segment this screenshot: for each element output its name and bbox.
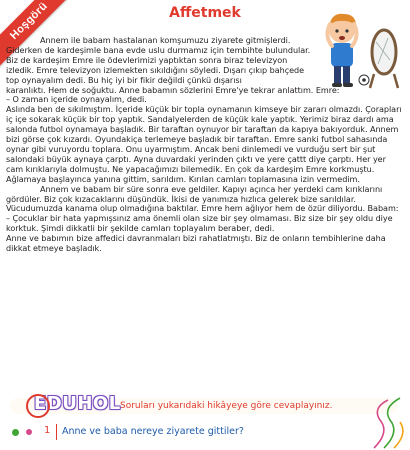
eduhol-logo [34, 392, 124, 414]
questions-section [0, 392, 410, 450]
instruction-text: Soruları yukarıdaki hikâyeye göre cevaplayınız. [120, 401, 333, 411]
story-paragraph-3: Aslında ben de sıkılmıştım. İçeride küçük bir topla oynamanın kimseye bir zararı olmazdı. Çorapları iç içe sokarak küçük bir top yaptık. Sandalyelerden de küçük kale yaptık. Yerimiz biraz dardı ama salonda futbol oynamaya başladık. Bir taraftan oynuyor bir taraftan da kapıya bakıyorduk. Annem bizi görse çok kızardı. Oyundakiça terlemeye başladık bir taraftan. Emre sanki futbol sahasında oynar gibi vuruyordu toplara. Onu uyarmıştım. Ancak beni dinlemedi ve vurduğu sert bir şut salondaki büyük aynaya çarptı. Ayna duvardaki yerinden çıktı ve yere çattt diye çarptı. Her yer cam kırıklarıyla dolmuştu. Ne yapacağımızı bilemedik. En çok da kardeşim Emre korkmuştu. Ağlamaya başlayınca yanına gittim, sarıldım. Kırılan camları toplamasına izin vermedim. [6, 104, 402, 184]
story-paragraph-1b: karanlıktı. Hem de soğuktu. Anne babamın sözlerini Emre'ye tekrar anlattım. Emre: [6, 84, 340, 95]
question-number: 1 [44, 425, 51, 436]
story-text [6, 36, 404, 254]
decorative-swirl-icon [370, 392, 410, 450]
question-row [0, 424, 410, 442]
story-title: Affetmek [169, 5, 241, 21]
green-dot-icon [12, 429, 19, 436]
question-divider [56, 424, 57, 440]
logo-text: EDUHOL [34, 392, 121, 414]
topic-ribbon-label: Hoşgörü [8, 0, 50, 42]
pink-dot-icon [26, 429, 32, 435]
story-paragraph-5: – Çocuklar bir hata yapmışsınız ama önemli olan size bir şey olmaması. Biz size bir şey oldu diye korktuk. Şimdi dikkatli bir şekilde camları toplayalım beraber, dedi. [6, 213, 393, 234]
story-paragraph-1a: Annem ile babam hastalanan komşumuzu ziyarete gitmişlerdi. Giderken de kardeşimle bana evde uslu durmamız için tembihte bulundular. Biz de kardeşim Emre ile ödevlerimizi yaptıktan sonra biraz televizyon izledik. Emre televizyon izlemekten sıkıldığını söyledi. Dışarı çıkıp bahçede top oynayalım dedi. Bu hiç iyi bir fikir değildi çünkü dışarısı [6, 35, 311, 85]
story-paragraph-6: Anne ve babımın bize affedici davranmaları bizi rahatlatmıştı. Biz de onların tembihlerine daha dikkat etmeye başladık. [6, 233, 386, 254]
logo-ring-icon [26, 394, 50, 418]
story-paragraph-4: Annem ve babam bir süre sonra eve geldiler. Kapıyı açınca her yerdeki cam kırıklarını gördüler. Biz çok kızacaklarını düşündük. İkisi de yanımıza hızlıca gelerek bize sarıldılar. Vücudumuzda kanama olup olmadığına baktılar. Emre hem ağlıyor hem de özür diliyordu. Babam: [6, 183, 399, 214]
question-text: Anne ve baba nereye ziyarete gittiler? [62, 426, 244, 437]
story-paragraph-2: – O zaman içeride oynayalım, dedi. [6, 94, 147, 105]
